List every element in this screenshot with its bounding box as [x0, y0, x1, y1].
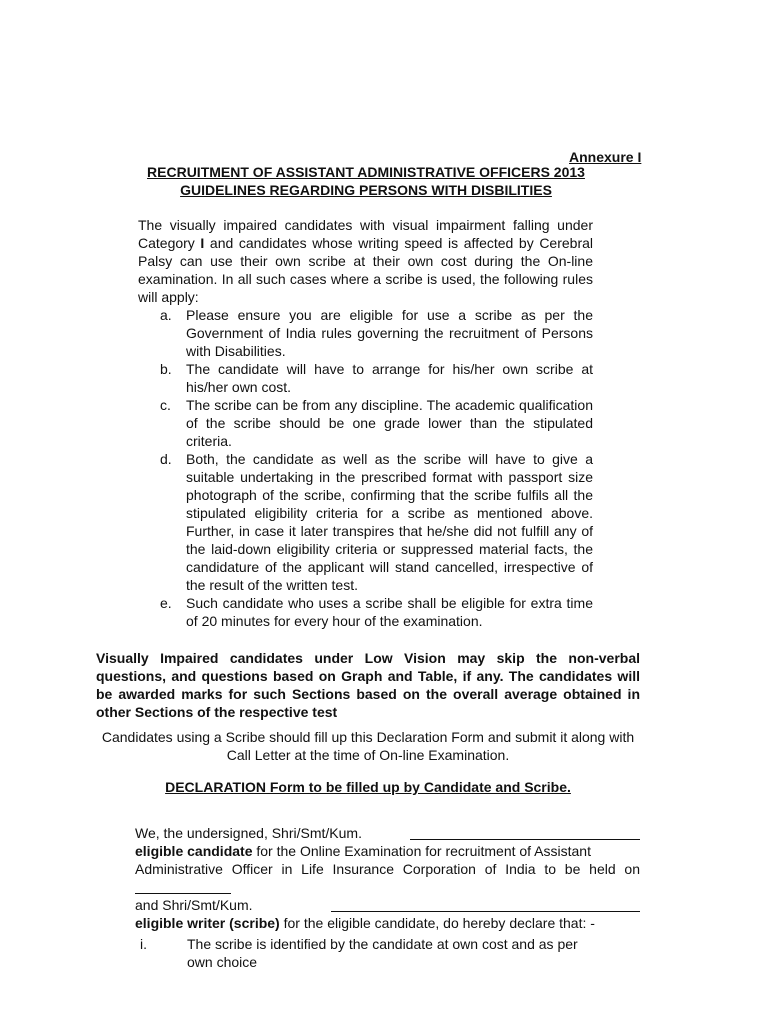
rule-marker: d. [160, 451, 172, 467]
rule-marker: c. [160, 397, 171, 413]
eligible-writer-label: eligible writer (scribe) [135, 915, 280, 931]
rule-text: The candidate will have to arrange for his/her own scribe at his/her own cost. [186, 361, 593, 395]
declaration-line-3: Administrative Officer in Life Insurance Corporation of India to be held on [135, 861, 640, 877]
declaration-candidate-text: for the Online Examination for recruitment of Assistant [252, 843, 591, 859]
scribe-name-blank[interactable] [331, 898, 640, 912]
declaration-writer-text: for the eligible candidate, do hereby declare that: - [279, 915, 595, 931]
intro-text-part1: The visually impaired candidates with visual impairment falling under Category [138, 217, 593, 251]
rules-list [160, 306, 593, 630]
rule-item [160, 396, 593, 450]
declaration-line-1 [135, 824, 640, 842]
rule-marker: b. [160, 361, 172, 377]
rule-marker: e. [160, 595, 172, 611]
declaration-line-4 [135, 878, 640, 896]
declaration-and-shri-text: and Shri/Smt/Kum. [135, 897, 253, 913]
declaration-form [135, 824, 640, 932]
rule-item [160, 450, 593, 594]
declaration-item-text: The scribe is identified by the candidate at own cost and as per own choice [187, 936, 578, 970]
declaration-title: DECLARATION Form to be filled up by Candidate and Scribe. [165, 779, 571, 795]
rule-marker: a. [160, 307, 172, 323]
declaration-line-6 [135, 914, 640, 932]
exam-date-blank[interactable] [135, 880, 231, 894]
rule-item [160, 360, 593, 396]
candidate-name-blank[interactable] [410, 826, 640, 840]
eligible-candidate-label: eligible candidate [135, 843, 253, 859]
annexure-label: Annexure I [569, 149, 642, 165]
intro-text-part2: and candidates whose writing speed is affected by Cerebral Palsy can use their own scribe at their own cost during the On-line examination. In all such cases where a scribe is used, the following rules will apply: [138, 235, 594, 305]
intro-paragraph [138, 216, 593, 306]
rule-item [160, 594, 593, 630]
declaration-line-2 [135, 842, 640, 860]
document-title: RECRUITMENT OF ASSISTANT ADMINISTRATIVE OFFICERS 2013 [147, 164, 585, 180]
rule-text: The scribe can be from any discipline. The academic qualification of the scribe should be one grade lower than the stipulated criteria. [186, 397, 593, 449]
rule-text: Please ensure you are eligible for use a scribe as per the Government of India rules governing the recruitment of Persons with Disabilities. [186, 307, 593, 359]
low-vision-note: Visually Impaired candidates under Low Vision may skip the non-verbal questions, and questions based on Graph and Table, if any. The candidates will be awarded marks for such Sections based on the overall average obtained in other Sections of the respective test [96, 650, 640, 720]
submission-note-line1: Candidates using a Scribe should fill up this Declaration Form and submit it along with [101, 729, 635, 745]
rule-text: Such candidate who uses a scribe shall be eligible for extra time of 20 minutes for every hour of the examination. [186, 595, 593, 629]
submission-note-line2: Call Letter at the time of On-line Examination. [226, 747, 510, 763]
declaration-item-number: i. [140, 936, 147, 952]
document-subtitle: GUIDELINES REGARDING PERSONS WITH DISBILITIES [180, 182, 552, 198]
declaration-line-5 [135, 896, 640, 914]
intro-category-bold: I [200, 235, 205, 251]
declaration-we-text: We, the undersigned, Shri/Smt/Kum. [135, 825, 362, 841]
rule-text: Both, the candidate as well as the scribe will have to give a suitable undertaking in the prescribed format with passport size photograph of the scribe, confirming that the scribe fulfils all the stipulated eligibility criteria for a scribe as mentioned above. Further, in case it later transpires that he/she did not fulfill any of the laid-down eligibility criteria or suppressed material facts, the candidature of the applicant will stand cancelled, irrespective of the result of the written test. [186, 451, 593, 593]
rule-item [160, 306, 593, 360]
submission-note [96, 728, 640, 764]
